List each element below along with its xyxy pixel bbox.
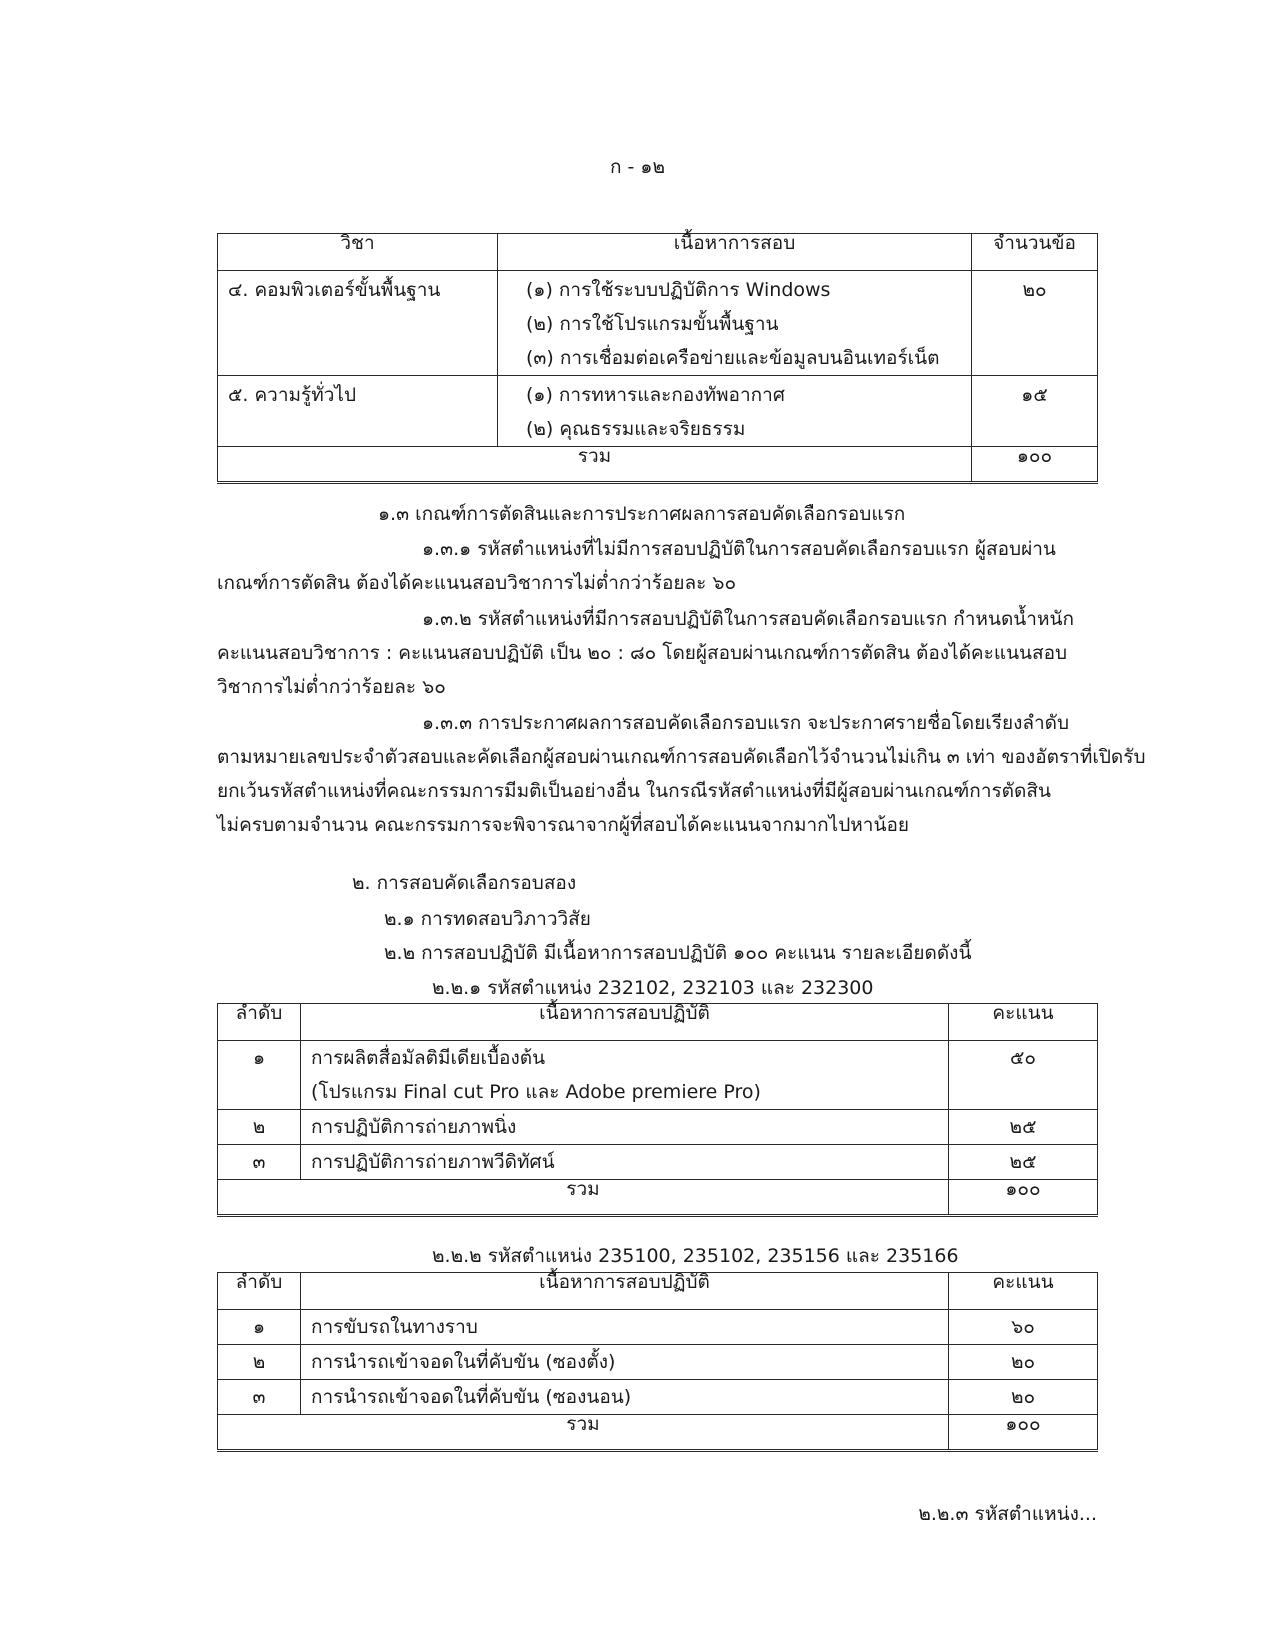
count-cell: ๒๐ — [1022, 279, 1047, 301]
continuation-note: ๒.๒.๓ รหัสตำแหน่ง... — [918, 1503, 1097, 1525]
score-cell: ๒๐ — [1010, 1386, 1036, 1408]
paragraph-1-3-3 — [217, 706, 1146, 842]
subject-table — [217, 233, 1098, 484]
content-line: (๒) การใช้โปรแกรมขั้นพื้นฐาน — [526, 313, 779, 335]
score-cell: ๒๕ — [1009, 1151, 1037, 1173]
content-line: การขับรถในทางราบ — [311, 1316, 478, 1338]
table-header-row — [218, 1273, 1098, 1310]
header-subject: วิชา — [218, 234, 498, 271]
content-line: (๑) การทหารและกองทัพอากาศ — [526, 384, 785, 406]
score-cell: ๕๐ — [1010, 1047, 1036, 1069]
table-row — [218, 1110, 1098, 1145]
order-cell: ๒ — [252, 1116, 266, 1138]
subject-cell: ๔. คอมพิวเตอร์ขั้นพื้นฐาน — [228, 279, 441, 301]
paragraph-line: ไม่ครบตามจำนวน คณะกรรมการจะพิจารณาจากผู้ที่สอบได้คะแนนจากมากไปหาน้อย — [217, 814, 910, 836]
content-line: การปฏิบัติการถ่ายภาพวีดิทัศน์ — [311, 1151, 555, 1173]
content-line: การนำรถเข้าจอดในที่คับขัน (ซองนอน) — [311, 1386, 632, 1408]
content-line: การปฏิบัติการถ่ายภาพนิ่ง — [311, 1116, 517, 1138]
content-line: (โปรแกรม Final cut Pro และ Adobe premiere Pro) — [311, 1081, 761, 1103]
total-value: ๑๐๐ — [972, 447, 1098, 483]
paragraph-1-3-2 — [217, 602, 1097, 704]
content-line: การผลิตสื่อมัลติมีเดียเบื้องต้น — [311, 1047, 546, 1069]
total-value: ๑๐๐ — [949, 1180, 1098, 1216]
content-line: (๑) การใช้ระบบปฏิบัติการ Windows — [526, 279, 831, 301]
table-row — [218, 1345, 1098, 1380]
table-header-row — [218, 1004, 1098, 1041]
total-row — [218, 1180, 1098, 1216]
paragraph-line: วิชาการไม่ต่ำกว่าร้อยละ ๖๐ — [217, 676, 446, 698]
content-line: การนำรถเข้าจอดในที่คับขัน (ซองตั้ง) — [311, 1351, 616, 1373]
total-row — [218, 447, 1098, 483]
paragraph-line: ยกเว้นรหัสตำแหน่งที่คณะกรรมการมีมติเป็นอย่างอื่น ในกรณีรหัสตำแหน่งที่มีผู้สอบผ่านเกณฑ์การตัดสิน — [217, 780, 1051, 802]
paragraph-line: คะแนนสอบวิชาการ : คะแนนสอบปฏิบัติ เป็น ๒๐ : ๘๐ โดยผู้สอบผ่านเกณฑ์การตัดสิน ต้องได้คะแนนสอบ — [217, 642, 1068, 664]
table-row — [218, 1310, 1098, 1345]
header-score: คะแนน — [949, 1273, 1098, 1310]
table-row — [218, 271, 1098, 376]
header-score: คะแนน — [949, 1004, 1098, 1041]
table-header-row — [218, 234, 1098, 271]
subject-cell: ๕. ความรู้ทั่วไป — [228, 384, 357, 406]
header-order: ลำดับ — [218, 1273, 301, 1310]
total-label: รวม — [218, 1180, 949, 1216]
paragraph-line: ตามหมายเลขประจำตัวสอบและคัดเลือกผู้สอบผ่านเกณฑ์การสอบคัดเลือกไว้จำนวนไม่เกิน ๓ เท่า ของอัตราที่เปิดรับ — [217, 746, 1146, 768]
header-content: เนื้อหาการสอบ — [498, 234, 972, 271]
total-label: รวม — [218, 1415, 949, 1451]
order-cell: ๓ — [252, 1386, 266, 1408]
section-2-1: ๒.๑ การทดสอบวิภาววิสัย — [384, 908, 591, 930]
section-1-3-heading: ๑.๓ เกณฑ์การตัดสินและการประกาศผลการสอบคัดเลือกรอบแรก — [378, 503, 906, 525]
order-cell: ๒ — [252, 1351, 266, 1373]
paragraph-line: ๑.๓.๓ การประกาศผลการสอบคัดเลือกรอบแรก จะประกาศรายชื่อโดยเรียงลำดับ — [422, 712, 1070, 734]
score-cell: ๒๐ — [1010, 1351, 1036, 1373]
content-line: (๒) คุณธรรมและจริยธรรม — [526, 418, 746, 440]
page-number: ก - ๑๒ — [609, 156, 666, 178]
header-order: ลำดับ — [218, 1004, 301, 1041]
table-row — [218, 376, 1098, 447]
table-row — [218, 1041, 1098, 1110]
section-2-2-1: ๒.๒.๑ รหัสตำแหน่ง 232102, 232103 และ 232300 — [432, 977, 874, 999]
section-2-2-2: ๒.๒.๒ รหัสตำแหน่ง 235100, 235102, 235156 และ 235166 — [432, 1245, 959, 1267]
content-line: (๓) การเชื่อมต่อเครือข่ายและข้อมูลบนอินเทอร์เน็ต — [526, 347, 940, 369]
practical-table-1 — [217, 1003, 1098, 1217]
practical-table-2 — [217, 1272, 1098, 1452]
order-cell: ๑ — [252, 1047, 266, 1069]
table-row — [218, 1145, 1098, 1180]
total-label: รวม — [218, 447, 972, 483]
header-content: เนื้อหาการสอบปฏิบัติ — [301, 1004, 949, 1041]
order-cell: ๑ — [252, 1316, 266, 1338]
score-cell: ๖๐ — [1011, 1316, 1035, 1338]
section-2-heading: ๒. การสอบคัดเลือกรอบสอง — [352, 872, 577, 894]
count-cell: ๑๕ — [1021, 384, 1048, 406]
header-content: เนื้อหาการสอบปฏิบัติ — [301, 1273, 949, 1310]
paragraph-line: เกณฑ์การตัดสิน ต้องได้คะแนนสอบวิชาการไม่ต่ำกว่าร้อยละ ๖๐ — [217, 572, 737, 594]
total-value: ๑๐๐ — [949, 1415, 1098, 1451]
order-cell: ๓ — [252, 1151, 266, 1173]
paragraph-1-3-1 — [217, 532, 1097, 600]
total-row — [218, 1415, 1098, 1451]
section-2-2: ๒.๒ การสอบปฏิบัติ มีเนื้อหาการสอบปฏิบัติ ๑๐๐ คะแนน รายละเอียดดังนี้ — [384, 942, 972, 964]
paragraph-line: ๑.๓.๒ รหัสตำแหน่งที่มีการสอบปฏิบัติในการสอบคัดเลือกรอบแรก กำหนดน้ำหนัก — [422, 608, 1074, 630]
table-row — [218, 1380, 1098, 1415]
paragraph-line: ๑.๓.๑ รหัสตำแหน่งที่ไม่มีการสอบปฏิบัติในการสอบคัดเลือกรอบแรก ผู้สอบผ่าน — [422, 538, 1056, 560]
header-count: จำนวนข้อ — [972, 234, 1098, 271]
score-cell: ๒๕ — [1009, 1116, 1037, 1138]
